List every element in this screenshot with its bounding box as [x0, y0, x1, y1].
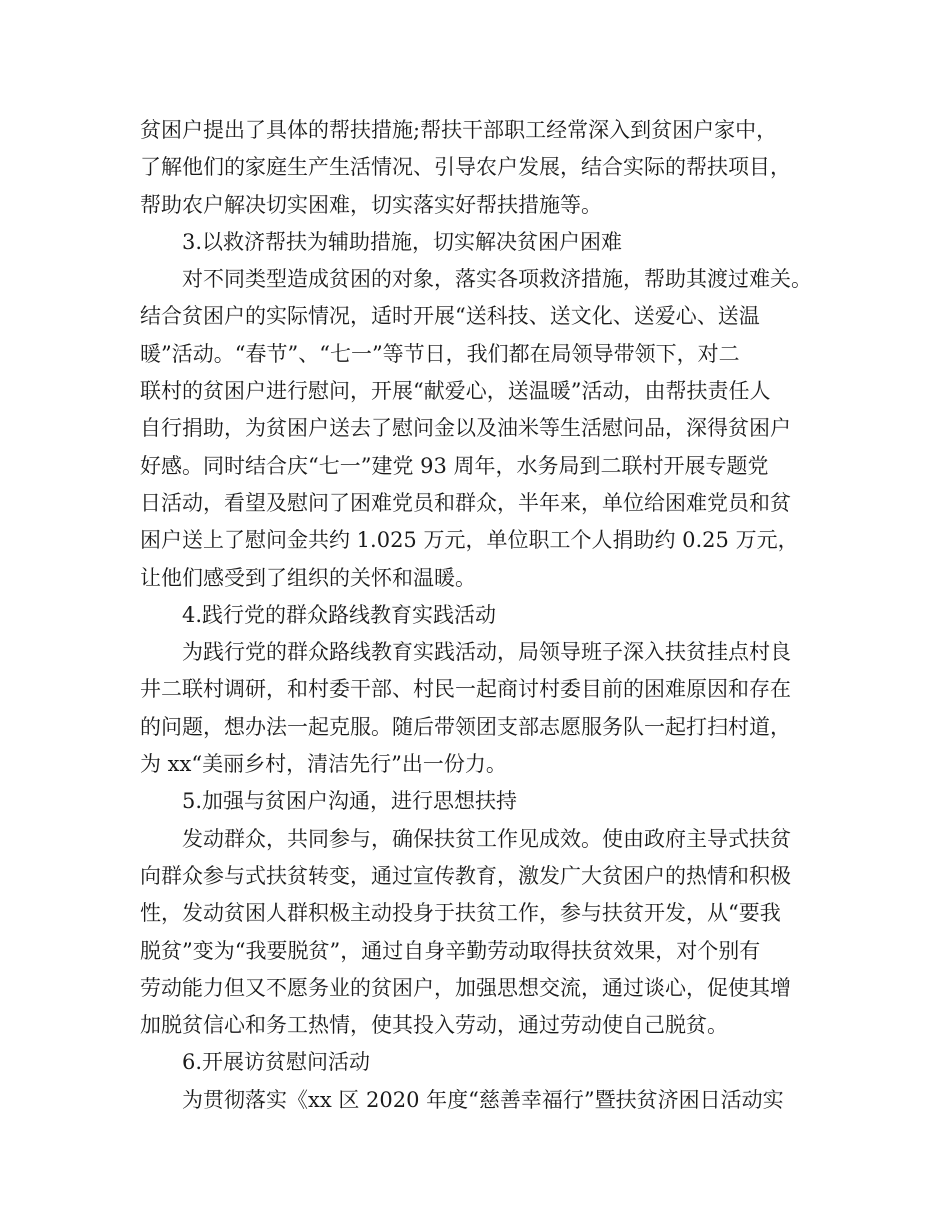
document-body [140, 112, 820, 1119]
text-line: 让他们感受到了组织的关怀和温暖。 [140, 565, 476, 590]
section-heading: 5.加强与贫困户沟通，进行思想扶持 [182, 789, 518, 814]
section-heading: 4.践行党的群众路线教育实践活动 [182, 602, 497, 627]
text-line: 日活动，看望及慰问了困难党员和群众，半年来，单位给困难党员和贫 [140, 490, 791, 515]
text-line: 发动群众，共同参与，确保扶贫工作见成效。使由政府主导式扶贫 [182, 826, 791, 851]
text-line: 性，发动贫困人群积极主动投身于扶贫工作，参与扶贫开发，从“要我 [140, 901, 781, 926]
text-line: 加脱贫信心和务工热情，使其投入劳动，通过劳动使自己脱贫。 [140, 1013, 728, 1038]
text-line: 困户送上了慰问金共约 1.025 万元，单位职工个人捐助约 0.25 万元， [140, 528, 799, 553]
text-line: 好感。同时结合庆“七一”建党 93 周年，水务局到二联村开展专题党 [140, 453, 769, 478]
text-line: 帮助农户解决切实困难，切实落实好帮扶措施等。 [140, 192, 602, 217]
section-heading: 6.开展访贫慰问活动 [182, 1050, 371, 1075]
text-line: 结合贫困户的实际情况，适时开展“送科技、送文化、送爱心、送温 [140, 304, 760, 329]
text-line: 劳动能力但又不愿务业的贫困户，加强思想交流，通过谈心，促使其增 [140, 975, 791, 1000]
section-heading: 3.以救济帮扶为辅助措施，切实解决贫困户困难 [182, 229, 623, 254]
text-line: 对不同类型造成贫困的对象，落实各项救济措施，帮助其渡过难关。 [182, 267, 812, 292]
text-line: 自行捐助，为贫困户送去了慰问金以及油米等生活慰问品，深得贫困户 [140, 416, 791, 441]
text-line: 联村的贫困户进行慰问，开展“献爱心，送温暖”活动，由帮扶责任人 [140, 379, 771, 404]
text-line: 井二联村调研，和村委干部、村民一起商讨村委目前的困难原因和存在 [140, 677, 791, 702]
text-line: 脱贫”变为“我要脱贫”，通过自身辛勤劳动取得扶贫效果，对个别有 [140, 938, 761, 963]
text-line: 为 xx“美丽乡村，清洁先行”出一份力。 [140, 752, 507, 777]
text-line: 向群众参与式扶贫转变，通过宣传教育，激发广大贫困户的热情和积极 [140, 863, 791, 888]
text-line: 暖”活动。“春节”、“七一”等节日，我们都在局领导带领下，对二 [140, 341, 740, 366]
text-line: 贫困户提出了具体的帮扶措施;帮扶干部职工经常深入到贫困户家中， [140, 118, 778, 142]
text-line: 的问题，想办法一起克服。随后带领团支部志愿服务队一起打扫村道， [140, 714, 791, 739]
text-line: 为践行党的群众路线教育实践活动，局领导班子深入扶贫挂点村良 [182, 640, 791, 665]
text-line: 为贯彻落实《xx 区 2020 年度“慈善幸福行”暨扶贫济困日活动实 [182, 1087, 784, 1112]
text-line: 了解他们的家庭生产生活情况、引导农户发展，结合实际的帮扶项目， [140, 155, 791, 180]
